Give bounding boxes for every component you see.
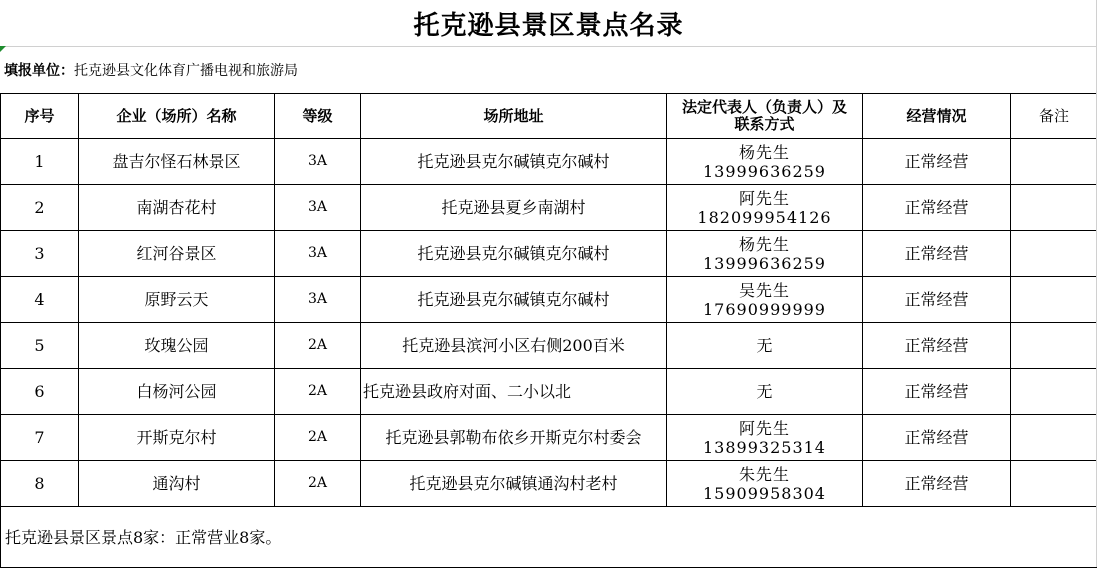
row-grade: 2A <box>275 415 361 461</box>
contact-name: 杨先生 <box>667 143 862 162</box>
row-address: 托克逊县克尔碱镇通沟村老村 <box>361 461 667 507</box>
reporting-unit-value: 托克逊县文化体育广播电视和旅游局 <box>74 60 298 80</box>
header-note: 备注 <box>1011 94 1097 139</box>
row-address: 托克逊县夏乡南湖村 <box>361 185 667 231</box>
row-name: 盘吉尔怪石林景区 <box>79 139 275 185</box>
row-address: 托克逊县政府对面、二小以北 <box>361 369 667 415</box>
row-name: 玫瑰公园 <box>79 323 275 369</box>
row-contact <box>667 461 863 507</box>
reporting-unit <box>4 58 298 82</box>
row-address: 托克逊县克尔碱镇克尔碱村 <box>361 277 667 323</box>
header-rep-line2: 联系方式 <box>667 116 862 133</box>
row-contact: 无 <box>667 323 863 369</box>
table-row <box>1 323 1097 369</box>
row-no: 1 <box>1 139 79 185</box>
row-no: 3 <box>1 231 79 277</box>
row-name: 红河谷景区 <box>79 231 275 277</box>
row-no: 8 <box>1 461 79 507</box>
table-row <box>1 369 1097 415</box>
reporting-unit-label: 填报单位： <box>4 60 74 80</box>
row-note <box>1011 323 1097 369</box>
row-note <box>1011 369 1097 415</box>
header-grade: 等级 <box>275 94 361 139</box>
page-title: 托克逊县景区景点名录 <box>0 0 1097 47</box>
table-row <box>1 139 1097 185</box>
row-contact <box>667 415 863 461</box>
row-grade: 2A <box>275 461 361 507</box>
table-row <box>1 415 1097 461</box>
table-footer-row <box>1 507 1097 568</box>
contact-phone: 182099954126 <box>667 208 862 227</box>
contact-name: 阿先生 <box>667 419 862 438</box>
row-no: 2 <box>1 185 79 231</box>
row-status: 正常经营 <box>863 231 1011 277</box>
header-name: 企业（场所）名称 <box>79 94 275 139</box>
row-contact <box>667 231 863 277</box>
row-note <box>1011 231 1097 277</box>
row-grade: 2A <box>275 369 361 415</box>
row-name: 开斯克尔村 <box>79 415 275 461</box>
row-name: 南湖杏花村 <box>79 185 275 231</box>
scenic-spot-table <box>0 93 1097 568</box>
contact-name: 阿先生 <box>667 189 862 208</box>
row-address <box>361 415 667 461</box>
contact-phone: 13999636259 <box>667 254 862 273</box>
row-address: 托克逊县滨河小区右侧200百米 <box>361 323 667 369</box>
row-no: 7 <box>1 415 79 461</box>
row-status: 正常经营 <box>863 415 1011 461</box>
row-grade: 3A <box>275 277 361 323</box>
summary-note: 托克逊县景区景点8家：正常营业8家。 <box>1 507 1097 568</box>
row-status: 正常经营 <box>863 277 1011 323</box>
row-name: 原野云天 <box>79 277 275 323</box>
row-contact <box>667 277 863 323</box>
row-status: 正常经营 <box>863 369 1011 415</box>
row-note <box>1011 139 1097 185</box>
table-row <box>1 185 1097 231</box>
row-no: 6 <box>1 369 79 415</box>
row-grade: 2A <box>275 323 361 369</box>
contact-name: 吴先生 <box>667 281 862 300</box>
row-status: 正常经营 <box>863 323 1011 369</box>
header-rep-line1: 法定代表人（负责人）及 <box>667 99 862 116</box>
cell-marker-icon <box>0 46 6 52</box>
header-address: 场所地址 <box>361 94 667 139</box>
contact-phone: 13999636259 <box>667 162 862 181</box>
row-contact <box>667 139 863 185</box>
row-note <box>1011 185 1097 231</box>
row-address: 托克逊县克尔碱镇克尔碱村 <box>361 231 667 277</box>
row-note <box>1011 461 1097 507</box>
table-row <box>1 231 1097 277</box>
row-grade: 3A <box>275 185 361 231</box>
row-grade: 3A <box>275 139 361 185</box>
row-address-text: 托克逊县郭勒布依乡开斯克尔村委会 <box>361 429 666 447</box>
table-row <box>1 277 1097 323</box>
row-status: 正常经营 <box>863 461 1011 507</box>
table-row <box>1 461 1097 507</box>
row-name: 白杨河公园 <box>79 369 275 415</box>
row-note <box>1011 277 1097 323</box>
contact-phone: 17690999999 <box>667 300 862 319</box>
row-contact: 无 <box>667 369 863 415</box>
table-header-row <box>1 94 1097 139</box>
row-status: 正常经营 <box>863 139 1011 185</box>
row-no: 4 <box>1 277 79 323</box>
contact-phone: 15909958304 <box>667 484 862 503</box>
row-status: 正常经营 <box>863 185 1011 231</box>
header-status: 经营情况 <box>863 94 1011 139</box>
contact-name: 朱先生 <box>667 465 862 484</box>
row-address: 托克逊县克尔碱镇克尔碱村 <box>361 139 667 185</box>
contact-phone: 13899325314 <box>667 438 862 457</box>
header-no: 序号 <box>1 94 79 139</box>
row-grade: 3A <box>275 231 361 277</box>
contact-name: 杨先生 <box>667 235 862 254</box>
row-note <box>1011 415 1097 461</box>
row-contact <box>667 185 863 231</box>
row-no: 5 <box>1 323 79 369</box>
header-representative <box>667 94 863 139</box>
row-name: 通沟村 <box>79 461 275 507</box>
